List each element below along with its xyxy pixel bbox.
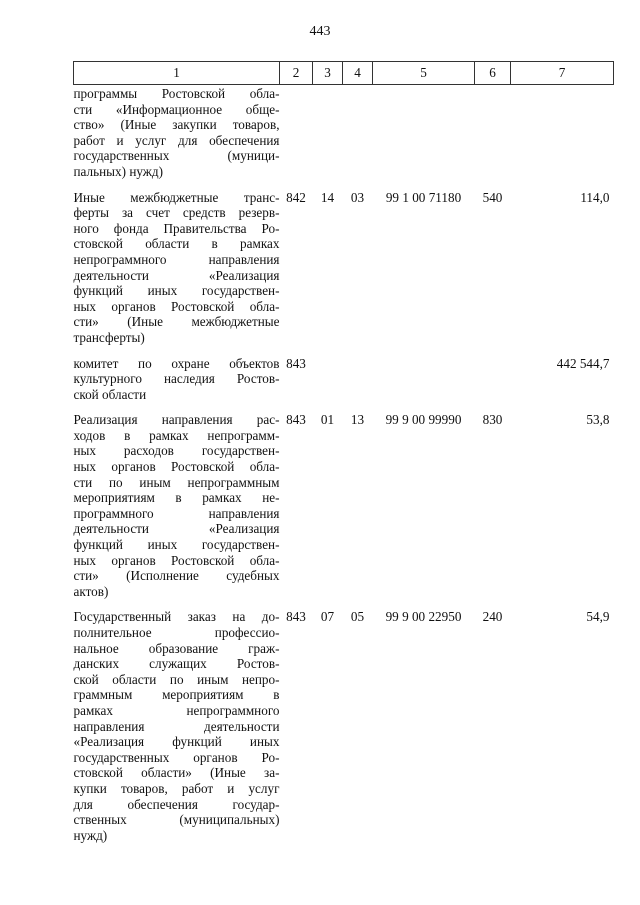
item-name-line: сти «Информационное обще- <box>73 101 280 117</box>
table-header <box>74 62 614 85</box>
expense-type-cell: 830 <box>482 412 503 428</box>
item-name-line: ного фонда Правительства Ро- <box>73 220 280 236</box>
item-name-cell <box>74 412 280 599</box>
item-name-line: комитет по охране объектов <box>73 355 280 371</box>
amount-cell: 54,9 <box>586 609 610 625</box>
subsection-cell: 13 <box>350 412 365 428</box>
table-row <box>74 356 614 403</box>
item-name-line: ственных (муниципальных) <box>73 812 280 828</box>
expense-type-cell: 240 <box>482 609 503 625</box>
item-name-line: ходов в рамках непрограмм- <box>73 427 280 443</box>
item-name-line: сти» (Иные межбюджетные <box>73 314 280 330</box>
row-spacer <box>74 346 614 356</box>
row-spacer-cell <box>74 402 614 412</box>
header-row <box>74 62 614 85</box>
item-name-line: Государственный заказ на до- <box>73 609 280 625</box>
grbs-cell <box>280 85 313 180</box>
item-name-line: государственных (муници- <box>73 148 280 164</box>
item-name-line: трансферты) <box>73 329 145 345</box>
item-name-line: данских служащих Ростов- <box>73 656 280 672</box>
item-name-line: ской области по иным непро- <box>73 671 280 687</box>
section-cell: 01 <box>320 412 335 428</box>
item-name-line: работ и услуг для обеспечения <box>73 132 280 148</box>
item-name-line: ных органов Ростовской обла- <box>73 459 280 475</box>
item-name-line: стовской области в рамках <box>73 236 280 252</box>
grbs-cell: 843 <box>286 355 306 371</box>
page-number: 443 <box>309 24 331 39</box>
amount-cell: 114,0 <box>580 189 610 205</box>
item-name-line: сти по иным непрограммным <box>73 474 280 490</box>
item-name-line: «Реализация функций иных <box>73 734 280 750</box>
section-cell: 07 <box>320 609 335 625</box>
item-name-line: граммным мероприятиям в <box>73 687 280 703</box>
table-row <box>74 609 614 843</box>
header-col-7: 7 <box>511 62 614 85</box>
subsection-cell <box>343 85 373 180</box>
item-name-line: стовской области» (Иные за- <box>73 765 280 781</box>
row-spacer-cell <box>74 599 614 609</box>
item-name-line: рамках непрограммного <box>73 702 280 718</box>
item-name-line: пальных) нужд) <box>73 163 164 179</box>
expense-type-cell <box>475 85 511 180</box>
row-spacer <box>74 180 614 190</box>
item-name-line: Иные межбюджетные транс- <box>73 189 280 205</box>
item-name-line: функций иных государствен- <box>73 537 280 553</box>
item-name-line: государственных органов Ро- <box>73 749 280 765</box>
item-name-cell <box>74 190 280 346</box>
item-name-line: купки товаров, работ и услуг <box>73 780 280 796</box>
item-name-line: программы Ростовской обла- <box>73 86 280 101</box>
row-spacer-cell <box>74 180 614 190</box>
item-name-line: ных органов Ростовской обла- <box>73 298 280 314</box>
table-row <box>74 412 614 599</box>
item-name-cell <box>74 85 280 180</box>
grbs-cell: 843 <box>286 412 306 428</box>
amount-cell: 53,8 <box>586 412 610 428</box>
table-body <box>74 85 614 844</box>
item-name-line: деятельности «Реализация <box>73 521 280 537</box>
subsection-cell: 05 <box>350 609 365 625</box>
header-col-2: 2 <box>280 62 313 85</box>
item-name-line: нужд) <box>73 827 108 843</box>
row-spacer <box>74 599 614 609</box>
target-article-cell: 99 9 00 99990 <box>385 412 462 428</box>
subsection-cell <box>343 356 373 403</box>
header-col-5: 5 <box>373 62 475 85</box>
item-name-line: для обеспечения государ- <box>73 796 280 812</box>
expense-type-cell: 540 <box>482 189 503 205</box>
target-article-cell <box>373 85 475 180</box>
header-col-6: 6 <box>475 62 511 85</box>
header-col-3: 3 <box>313 62 343 85</box>
table-row <box>74 85 614 180</box>
item-name-line: Реализация направления рас- <box>73 412 280 428</box>
item-name-line: ство» (Иные закупки товаров, <box>73 117 280 133</box>
item-name-line: ской области <box>73 386 147 402</box>
amount-cell: 442 544,7 <box>556 355 610 371</box>
item-name-line: ных органов Ростовской обла- <box>73 552 280 568</box>
row-spacer <box>74 402 614 412</box>
section-cell: 14 <box>320 189 335 205</box>
item-name-line: ферты за счет средств резерв- <box>73 205 280 221</box>
item-name-cell <box>74 356 280 403</box>
section-cell <box>313 356 343 403</box>
item-name-line: нальное образование граж- <box>73 640 280 656</box>
amount-cell <box>511 85 614 180</box>
item-name-line: полнительное профессио- <box>73 625 280 640</box>
item-name-line: деятельности «Реализация <box>73 267 280 283</box>
table-row <box>74 190 614 346</box>
section-cell <box>313 85 343 180</box>
item-name-line: функций иных государствен- <box>73 283 280 299</box>
item-name-line: мероприятиям в рамках не- <box>73 490 280 506</box>
target-article-cell: 99 1 00 71180 <box>385 189 462 205</box>
row-spacer-cell <box>74 346 614 356</box>
grbs-cell: 843 <box>286 609 306 625</box>
item-name-line: культурного наследия Ростов- <box>73 371 280 387</box>
subsection-cell: 03 <box>350 189 365 205</box>
target-article-cell: 99 9 00 22950 <box>385 609 462 625</box>
item-name-line: непрограммного направления <box>73 251 280 267</box>
item-name-line: программного направления <box>73 505 280 521</box>
grbs-cell: 842 <box>286 189 306 205</box>
item-name-line: ных расходов государствен- <box>73 443 280 459</box>
target-article-cell <box>373 356 475 403</box>
item-name-cell <box>74 609 280 843</box>
header-col-1: 1 <box>74 62 280 85</box>
item-name-line: актов) <box>73 583 109 599</box>
header-col-4: 4 <box>343 62 373 85</box>
item-name-line: направления деятельности <box>73 718 280 734</box>
expense-type-cell <box>475 356 511 403</box>
budget-table <box>73 61 614 843</box>
item-name-line: сти» (Исполнение судебных <box>73 568 280 584</box>
